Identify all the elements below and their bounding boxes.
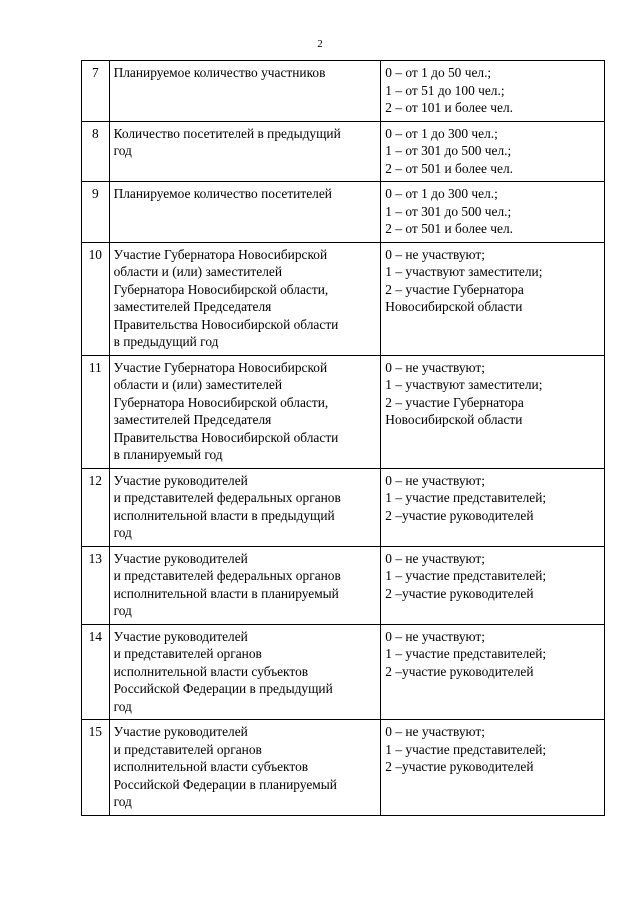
score-text-line: 1 – от 51 до 100 чел.; — [385, 82, 505, 98]
score-cell — [381, 121, 605, 182]
score-cell — [381, 468, 605, 546]
score-text-line: Новосибирской области — [385, 412, 523, 427]
table-row — [82, 182, 605, 243]
score-text-line: 1 – участие представителей; — [385, 741, 547, 757]
criterion-text-line: Участие руководителей — [113, 724, 248, 739]
criterion-cell — [109, 546, 381, 624]
criterion-text-line: и представителей федеральных органов — [113, 490, 341, 505]
row-number: 15 — [82, 720, 110, 816]
criterion-text-line: год — [113, 143, 132, 158]
score-cell — [381, 242, 605, 355]
score-text-line: 0 – не участвуют; — [385, 628, 485, 644]
score-cell — [381, 546, 605, 624]
criterion-text-line: год — [113, 794, 132, 809]
criterion-text-line: Планируемое количество участников — [113, 65, 326, 80]
criterion-text-line: Участие Губернатора Новосибирской — [113, 246, 328, 262]
criterion-text-line: в планируемый год — [113, 447, 223, 462]
criterion-text-line: области и (или) заместителей — [113, 264, 283, 279]
criterion-text-line: исполнительной власти субъектов — [113, 759, 309, 774]
score-text-line: 1 – участие представителей; — [385, 568, 547, 583]
row-number: 12 — [82, 468, 110, 546]
score-text-line: 2 –участие руководителей — [385, 663, 534, 679]
score-text-line: 1 – участвуют заместители; — [385, 264, 543, 279]
score-cell — [381, 355, 605, 468]
score-text-line: 2 –участие руководителей — [385, 507, 534, 523]
criterion-text-line: Участие руководителей — [113, 472, 248, 488]
score-text-line: 2 –участие руководителей — [385, 585, 534, 601]
criterion-text-line: исполнительной власти субъектов — [113, 663, 309, 679]
row-number: 11 — [82, 355, 110, 468]
row-number: 9 — [82, 182, 110, 243]
criterion-text-line: Правительства Новосибирской области — [113, 316, 339, 332]
score-text-line: 2 – от 101 и более чел. — [385, 100, 513, 115]
criterion-cell — [109, 61, 381, 122]
row-number: 8 — [82, 121, 110, 182]
table-row — [82, 121, 605, 182]
criterion-text-line: год — [113, 698, 132, 714]
criterion-text-line: Участие Губернатора Новосибирской — [113, 359, 328, 375]
score-cell — [381, 61, 605, 122]
score-cell — [381, 720, 605, 816]
table-row — [82, 468, 605, 546]
score-text-line: 2 – от 501 и более чел. — [385, 221, 513, 236]
criterion-text-line: Количество посетителей в предыдущий — [113, 125, 341, 141]
criterion-text-line: Российской Федерации в предыдущий — [113, 681, 333, 696]
score-text-line: 1 – участие представителей; — [385, 646, 547, 661]
criterion-cell — [109, 355, 381, 468]
table-row — [82, 624, 605, 720]
score-text-line: 2 – от 501 и более чел. — [385, 160, 513, 176]
criterion-text-line: и представителей органов — [113, 646, 262, 661]
table-row — [82, 355, 605, 468]
row-number: 10 — [82, 242, 110, 355]
score-text-line: 0 – от 1 до 50 чел.; — [385, 65, 492, 80]
score-text-line: 1 – от 301 до 500 чел.; — [385, 143, 512, 158]
score-cell — [381, 182, 605, 243]
criterion-text-line: Участие руководителей — [113, 628, 248, 644]
criterion-text-line: год — [113, 525, 132, 540]
table-row — [82, 546, 605, 624]
row-number: 7 — [82, 61, 110, 122]
criterion-text-line: и представителей органов — [113, 741, 262, 757]
table-body — [82, 61, 605, 816]
score-text-line: 2 – участие Губернатора — [385, 394, 524, 410]
criterion-cell — [109, 468, 381, 546]
criterion-text-line: Губернатора Новосибирской области, — [113, 394, 329, 410]
score-text-line: 0 – не участвуют; — [385, 724, 485, 739]
score-text-line: 1 – участие представителей; — [385, 490, 547, 505]
score-text-line: 0 – от 1 до 300 чел.; — [385, 125, 498, 141]
criterion-cell — [109, 242, 381, 355]
criterion-text-line: Правительства Новосибирской области — [113, 429, 339, 445]
criterion-text-line: заместителей Председателя — [113, 299, 272, 314]
table-row — [82, 61, 605, 122]
score-text-line: 0 – не участвуют; — [385, 359, 485, 375]
score-text-line: 1 – от 301 до 500 чел.; — [385, 203, 512, 219]
score-text-line: 0 – не участвуют; — [385, 550, 485, 566]
table-row — [82, 720, 605, 816]
score-text-line: 1 – участвуют заместители; — [385, 377, 543, 392]
page-number: 2 — [317, 38, 323, 50]
criterion-text-line: Участие руководителей — [113, 550, 248, 566]
criterion-text-line: Российской Федерации в планируемый — [113, 776, 337, 792]
criteria-table — [81, 60, 605, 816]
criterion-cell — [109, 624, 381, 720]
row-number: 13 — [82, 546, 110, 624]
criterion-text-line: исполнительной власти в предыдущий — [113, 507, 335, 523]
criterion-cell — [109, 182, 381, 243]
score-text-line: 2 – участие Губернатора — [385, 281, 524, 297]
score-text-line: 2 –участие руководителей — [385, 759, 534, 774]
row-number: 14 — [82, 624, 110, 720]
score-text-line: 0 – не участвуют; — [385, 472, 485, 488]
criterion-cell — [109, 720, 381, 816]
criterion-text-line: Губернатора Новосибирской области, — [113, 281, 329, 297]
score-cell — [381, 624, 605, 720]
score-text-line: 0 – от 1 до 300 чел.; — [385, 186, 498, 201]
score-text-line: 0 – не участвуют; — [385, 246, 485, 262]
criterion-text-line: и представителей федеральных органов — [113, 568, 341, 583]
criterion-text-line: исполнительной власти в планируемый — [113, 585, 339, 601]
criterion-text-line: Планируемое количество посетителей — [113, 186, 332, 201]
criterion-text-line: в предыдущий год — [113, 334, 219, 349]
score-text-line: Новосибирской области — [385, 299, 523, 314]
table-row — [82, 242, 605, 355]
criterion-cell — [109, 121, 381, 182]
criterion-text-line: области и (или) заместителей — [113, 377, 283, 392]
criterion-text-line: заместителей Председателя — [113, 412, 272, 427]
criterion-text-line: год — [113, 603, 132, 618]
